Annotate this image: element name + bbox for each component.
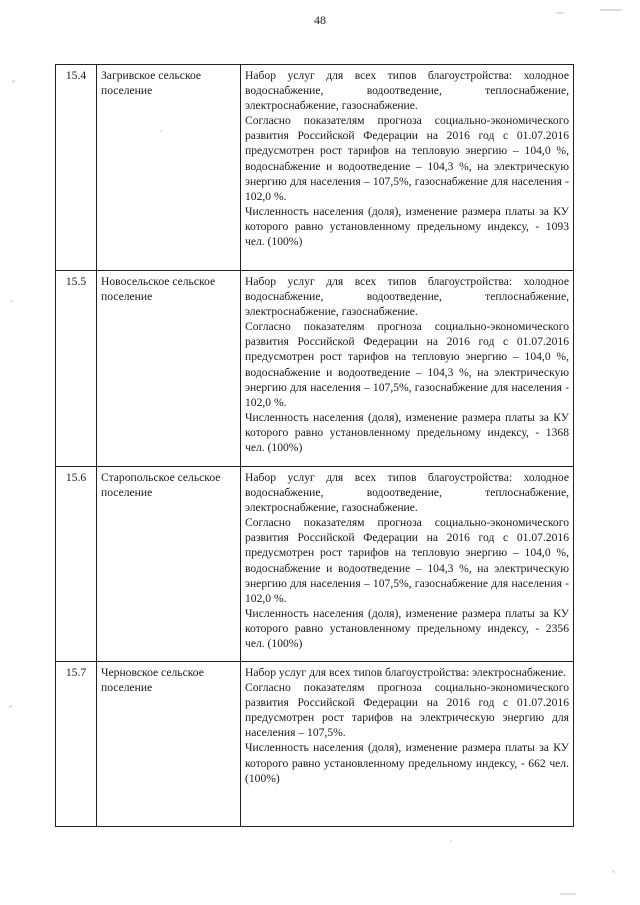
- scan-speck: [160, 130, 162, 132]
- page-number: 48: [314, 13, 326, 27]
- tariff-description: [241, 662, 574, 827]
- tariff-description: [241, 467, 574, 662]
- services-paragraph: Набор услуг для всех типов благоустройства: холодное водоснабжение, водоотведение, теплоснабжение, электроснабжение, газоснабжение.: [245, 275, 569, 319]
- scan-speck: [450, 840, 452, 842]
- row-number: 15.6: [56, 467, 97, 662]
- population-paragraph: Численность населения (доля), изменение размера платы за КУ которого равно установленному предельному индексу, - 1368 чел. (100%): [245, 410, 569, 455]
- scan-speck: [600, 9, 622, 11]
- tariff-table: [55, 64, 574, 827]
- scan-speck: [612, 870, 615, 873]
- services-paragraph: Набор услуг для всех типов благоустройства: электроснабжение.: [245, 666, 566, 679]
- scan-speck: [9, 705, 12, 708]
- settlement-name: Черновское сельское поселение: [97, 662, 241, 827]
- forecast-paragraph: Согласно показателям прогноза социально-экономического развития Российской Федерации на 2016 год с 01.07.2016 предусмотрен рост тарифов на тепловую энергию – 104,0 %, водоснабжение и водоотведение – 104,3 %, на электрическую энергию для населения – 107,5%, газоснабжение для населения - 102,0 %.: [245, 320, 569, 409]
- services-paragraph: Набор услуг для всех типов благоустройства: холодное водоснабжение, водоотведение, теплоснабжение, электроснабжение, газоснабжение.: [245, 69, 569, 113]
- forecast-paragraph: Согласно показателям прогноза социально-экономического развития Российской Федерации на 2016 год с 01.07.2016 предусмотрен рост тарифов на электрическую энергию для населения – 107,5%.: [245, 681, 569, 740]
- population-paragraph: Численность населения (доля), изменение размера платы за КУ которого равно установленному предельному индексу, - 662 чел. (100%): [245, 741, 569, 785]
- settlement-name: Старопольское сельское поселение: [97, 467, 241, 662]
- tariff-description: [241, 271, 574, 467]
- population-paragraph: Численность населения (доля), изменение размера платы за КУ которого равно установленному предельному индексу, - 1093 чел. (100%): [245, 204, 569, 249]
- table-row: [56, 467, 574, 662]
- scan-speck: [560, 893, 576, 895]
- scan-speck: [12, 80, 15, 83]
- population-paragraph: Численность населения (доля), изменение размера платы за КУ которого равно установленному предельному индексу, - 2356 чел. (100%): [245, 606, 569, 651]
- row-number: 15.5: [56, 271, 97, 467]
- tariff-description: [241, 65, 574, 271]
- row-number: 15.7: [56, 662, 97, 827]
- table-row: [56, 271, 574, 467]
- table-row: [56, 65, 574, 271]
- settlement-name: Загривское сельское поселение: [97, 65, 241, 271]
- forecast-paragraph: Согласно показателям прогноза социально-экономического развития Российской Федерации на 2016 год с 01.07.2016 предусмотрен рост тарифов на тепловую энергию – 104,0 %, водоснабжение и водоотведение – 104,3 %, на электрическую энергию для населения – 107,5%, газоснабжение для населения - 102,0 %.: [245, 114, 569, 203]
- row-number: 15.4: [56, 65, 97, 271]
- scan-speck: [556, 12, 564, 14]
- scan-speck: [10, 300, 13, 302]
- services-paragraph: Набор услуг для всех типов благоустройства: холодное водоснабжение, водоотведение, теплоснабжение, электроснабжение, газоснабжение.: [245, 471, 569, 515]
- table-row: [56, 662, 574, 827]
- settlement-name: Новосельское сельское поселение: [97, 271, 241, 467]
- forecast-paragraph: Согласно показателям прогноза социально-экономического развития Российской Федерации на 2016 год с 01.07.2016 предусмотрен рост тарифов на тепловую энергию – 104,0 %, водоснабжение и водоотведение – 104,3 %, на электрическую энергию для населения – 107,5%, газоснабжение для населения - 102,0 %.: [245, 516, 569, 605]
